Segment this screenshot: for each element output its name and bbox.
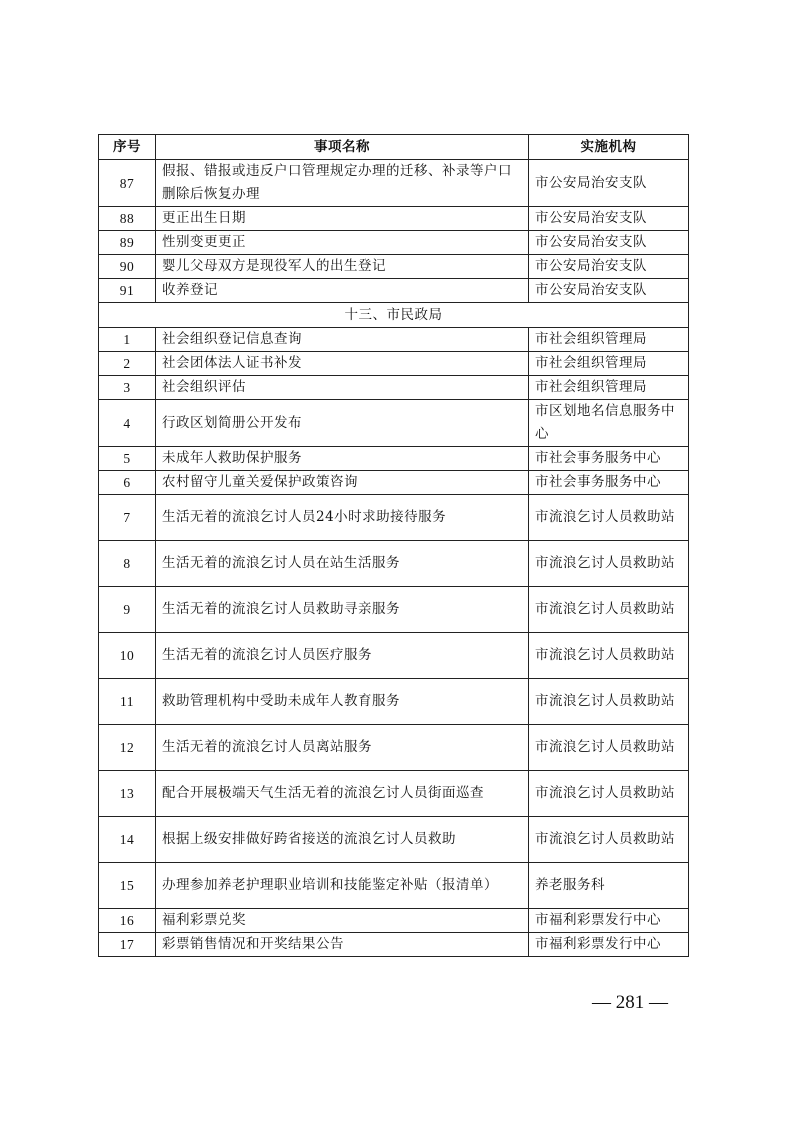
table-row	[99, 633, 689, 679]
header-index: 序号	[99, 135, 156, 160]
row-index: 6	[99, 471, 156, 495]
table-row	[99, 933, 689, 957]
row-name: 社会组织评估	[156, 376, 529, 400]
header-name: 事项名称	[156, 135, 529, 160]
table-row	[99, 328, 689, 352]
table-row	[99, 817, 689, 863]
row-name: 更正出生日期	[156, 207, 529, 231]
row-org: 市公安局治安支队	[529, 207, 689, 231]
table-row	[99, 376, 689, 400]
row-name: 农村留守儿童关爱保护政策咨询	[156, 471, 529, 495]
table-row	[99, 400, 689, 447]
row-index: 91	[99, 279, 156, 303]
row-index: 17	[99, 933, 156, 957]
table-row	[99, 207, 689, 231]
table-row	[99, 255, 689, 279]
row-name: 办理参加养老护理职业培训和技能鉴定补贴（报清单）	[156, 863, 529, 909]
row-org: 市公安局治安支队	[529, 255, 689, 279]
table-row	[99, 471, 689, 495]
row-org: 市社会事务服务中心	[529, 471, 689, 495]
row-name: 社会组织登记信息查询	[156, 328, 529, 352]
table-row	[99, 495, 689, 541]
row-org: 市流浪乞讨人员救助站	[529, 587, 689, 633]
table-row	[99, 541, 689, 587]
table-row	[99, 352, 689, 376]
row-org: 市福利彩票发行中心	[529, 909, 689, 933]
row-org: 市公安局治安支队	[529, 279, 689, 303]
row-index: 8	[99, 541, 156, 587]
row-index: 87	[99, 160, 156, 207]
row-index: 90	[99, 255, 156, 279]
row-index: 9	[99, 587, 156, 633]
table-row	[99, 909, 689, 933]
row-org: 市公安局治安支队	[529, 160, 689, 207]
table-header-row	[99, 135, 689, 160]
table-section	[99, 303, 689, 328]
row-org: 市流浪乞讨人员救助站	[529, 817, 689, 863]
row-index: 7	[99, 495, 156, 541]
row-index: 88	[99, 207, 156, 231]
row-name: 未成年人救助保护服务	[156, 447, 529, 471]
items-table	[98, 134, 689, 957]
table-body-public-security	[99, 160, 689, 303]
row-name: 彩票销售情况和开奖结果公告	[156, 933, 529, 957]
row-index: 16	[99, 909, 156, 933]
row-name: 福利彩票兑奖	[156, 909, 529, 933]
table-row	[99, 679, 689, 725]
section-title: 十三、市民政局	[99, 303, 689, 328]
row-name: 救助管理机构中受助未成年人教育服务	[156, 679, 529, 725]
header-org: 实施机构	[529, 135, 689, 160]
table-body-civil-affairs	[99, 328, 689, 957]
row-org: 市社会组织管理局	[529, 328, 689, 352]
row-org: 养老服务科	[529, 863, 689, 909]
row-org: 市流浪乞讨人员救助站	[529, 633, 689, 679]
row-name: 根据上级安排做好跨省接送的流浪乞讨人员救助	[156, 817, 529, 863]
row-org: 市社会事务服务中心	[529, 447, 689, 471]
section-row	[99, 303, 689, 328]
row-name: 生活无着的流浪乞讨人员在站生活服务	[156, 541, 529, 587]
table-row	[99, 160, 689, 207]
row-index: 2	[99, 352, 156, 376]
row-org: 市流浪乞讨人员救助站	[529, 495, 689, 541]
row-index: 12	[99, 725, 156, 771]
row-index: 10	[99, 633, 156, 679]
row-index: 3	[99, 376, 156, 400]
row-index: 1	[99, 328, 156, 352]
table-row	[99, 587, 689, 633]
row-name: 生活无着的流浪乞讨人员救助寻亲服务	[156, 587, 529, 633]
table-row	[99, 863, 689, 909]
row-org: 市区划地名信息服务中心	[529, 400, 689, 447]
table-row	[99, 725, 689, 771]
row-org: 市公安局治安支队	[529, 231, 689, 255]
row-org: 市流浪乞讨人员救助站	[529, 679, 689, 725]
row-index: 5	[99, 447, 156, 471]
row-org: 市福利彩票发行中心	[529, 933, 689, 957]
table-row	[99, 447, 689, 471]
row-org: 市流浪乞讨人员救助站	[529, 541, 689, 587]
table-row	[99, 231, 689, 255]
row-name: 婴儿父母双方是现役军人的出生登记	[156, 255, 529, 279]
row-index: 11	[99, 679, 156, 725]
page-number: — 281 —	[592, 992, 668, 1013]
row-name: 行政区划简册公开发布	[156, 400, 529, 447]
row-name: 社会团体法人证书补发	[156, 352, 529, 376]
row-org: 市社会组织管理局	[529, 352, 689, 376]
row-index: 13	[99, 771, 156, 817]
table-row	[99, 279, 689, 303]
row-index: 14	[99, 817, 156, 863]
row-name: 生活无着的流浪乞讨人员医疗服务	[156, 633, 529, 679]
row-name: 收养登记	[156, 279, 529, 303]
row-index: 15	[99, 863, 156, 909]
table-row	[99, 771, 689, 817]
row-index: 89	[99, 231, 156, 255]
row-org: 市流浪乞讨人员救助站	[529, 725, 689, 771]
row-name: 生活无着的流浪乞讨人员24小时求助接待服务	[156, 495, 529, 541]
row-org: 市社会组织管理局	[529, 376, 689, 400]
row-name: 生活无着的流浪乞讨人员离站服务	[156, 725, 529, 771]
row-name: 假报、错报或违反户口管理规定办理的迁移、补录等户口删除后恢复办理	[156, 160, 529, 207]
row-name: 配合开展极端天气生活无着的流浪乞讨人员街面巡查	[156, 771, 529, 817]
row-index: 4	[99, 400, 156, 447]
row-name: 性别变更更正	[156, 231, 529, 255]
row-org: 市流浪乞讨人员救助站	[529, 771, 689, 817]
